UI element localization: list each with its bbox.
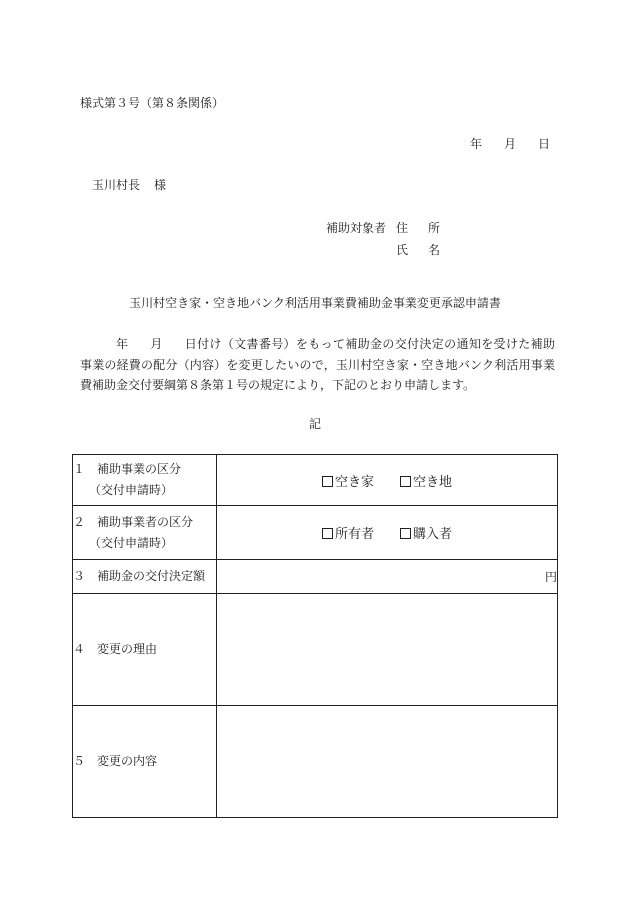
applicant-label: 補助対象者 (326, 221, 387, 235)
body-month: 月 (150, 337, 163, 351)
name-label: 氏 名 (396, 243, 440, 257)
addressee (92, 179, 166, 191)
table-row (73, 560, 558, 594)
row1-options (217, 455, 558, 506)
ki-heading: 記 (308, 417, 321, 431)
date-line (470, 138, 550, 150)
option-akiya[interactable]: 空き家 (322, 475, 374, 490)
checkbox-icon (322, 528, 333, 539)
checkbox-icon (400, 528, 411, 539)
body-paragraph (80, 334, 555, 396)
row4-label: ４ 変更の理由 (73, 594, 217, 706)
checkbox-icon (400, 476, 411, 487)
row3-label: ３ 補助金の交付決定額 (73, 560, 217, 594)
change-reason-field[interactable] (217, 594, 558, 706)
option-buyer[interactable]: 購入者 (400, 527, 452, 542)
application-table (72, 454, 558, 818)
table-row (73, 706, 558, 818)
address-label: 住 所 (396, 221, 440, 235)
date-month: 月 (503, 137, 516, 151)
applicant-block (326, 217, 440, 261)
body-text: 日付け（文書番号）をもって補助金の交付決定の通知を受けた補助事業の経費の配分（内容）を変更したいので，玉川村空き家・空き地バンク利活用事業費補助金交付要綱第８条第１号の規定により，下記のとおり申請します。 (80, 337, 555, 392)
date-year: 年 (469, 137, 482, 151)
subsidy-amount-field[interactable] (217, 560, 558, 594)
row5-label: ５ 変更の内容 (73, 706, 217, 818)
table-row (73, 506, 558, 560)
document-title: 玉川村空き家・空き地バンク利活用事業費補助金事業変更承認申請書 (129, 296, 501, 310)
body-year: 年 (116, 337, 129, 351)
row2-label: ２ 補助事業者の区分 （交付申請時） (73, 506, 217, 560)
table-row (73, 594, 558, 706)
table-row (73, 455, 558, 506)
row1-label: １ 補助事業の区分 （交付申請時） (73, 455, 217, 506)
yen-unit: 円 (544, 570, 557, 584)
checkbox-icon (322, 476, 333, 487)
change-content-field[interactable] (217, 706, 558, 818)
option-akichi[interactable]: 空き地 (400, 475, 452, 490)
form-number: 様式第３号（第８条関係） (80, 96, 225, 110)
honorific: 様 (154, 178, 167, 192)
date-day: 日 (537, 137, 550, 151)
option-owner[interactable]: 所有者 (322, 527, 374, 542)
addressee-name: 玉川村長 (92, 178, 141, 192)
row2-options (217, 506, 558, 560)
